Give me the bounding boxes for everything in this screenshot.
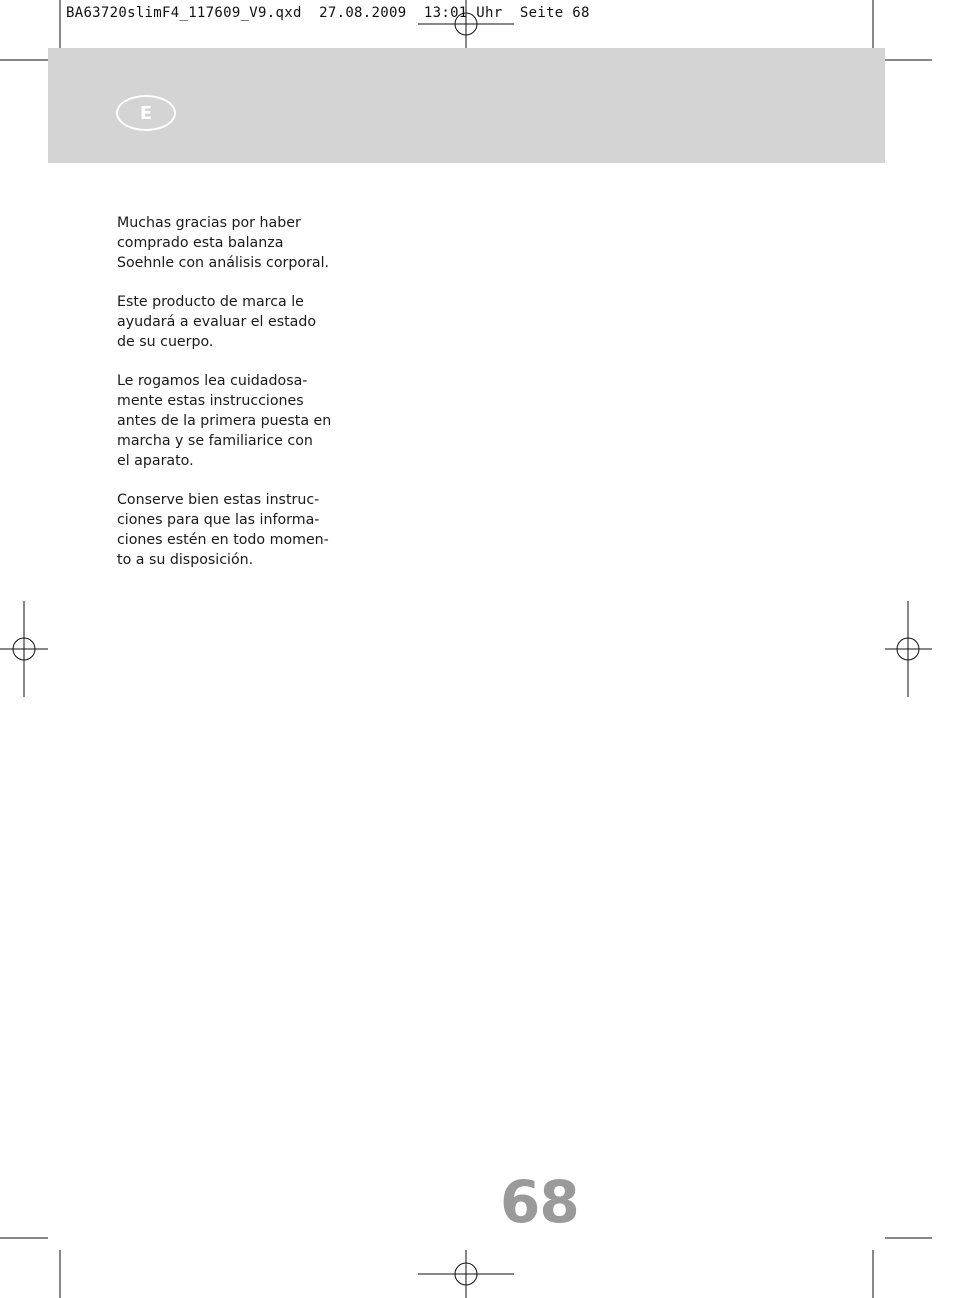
registration-mark-icon bbox=[418, 1250, 514, 1298]
paragraph: Le rogamos lea cuidadosa- mente estas instrucciones antes de la primera puesta en marcha y se familiarice con el aparato. bbox=[117, 373, 332, 469]
paragraph: Este producto de marca le ayudará a evaluar el estado de su cuerpo. bbox=[117, 294, 317, 350]
print-slug-line: BA63720slimF4_117609_V9.qxd 27.08.2009 13:01 Uhr Seite 68 bbox=[66, 5, 590, 21]
language-badge-label: E bbox=[139, 102, 153, 124]
registration-mark-icon bbox=[0, 601, 48, 697]
page-number: 68 bbox=[500, 1168, 579, 1236]
intro-text bbox=[117, 214, 377, 590]
paragraph: Muchas gracias por haber comprado esta balanza Soehnle con análisis corporal. bbox=[117, 215, 330, 271]
language-badge bbox=[116, 95, 176, 131]
paragraph: Conserve bien estas instruc- ciones para que las informa- ciones estén en todo momen- to a su disposición. bbox=[117, 492, 329, 568]
registration-mark-icon bbox=[885, 601, 932, 697]
